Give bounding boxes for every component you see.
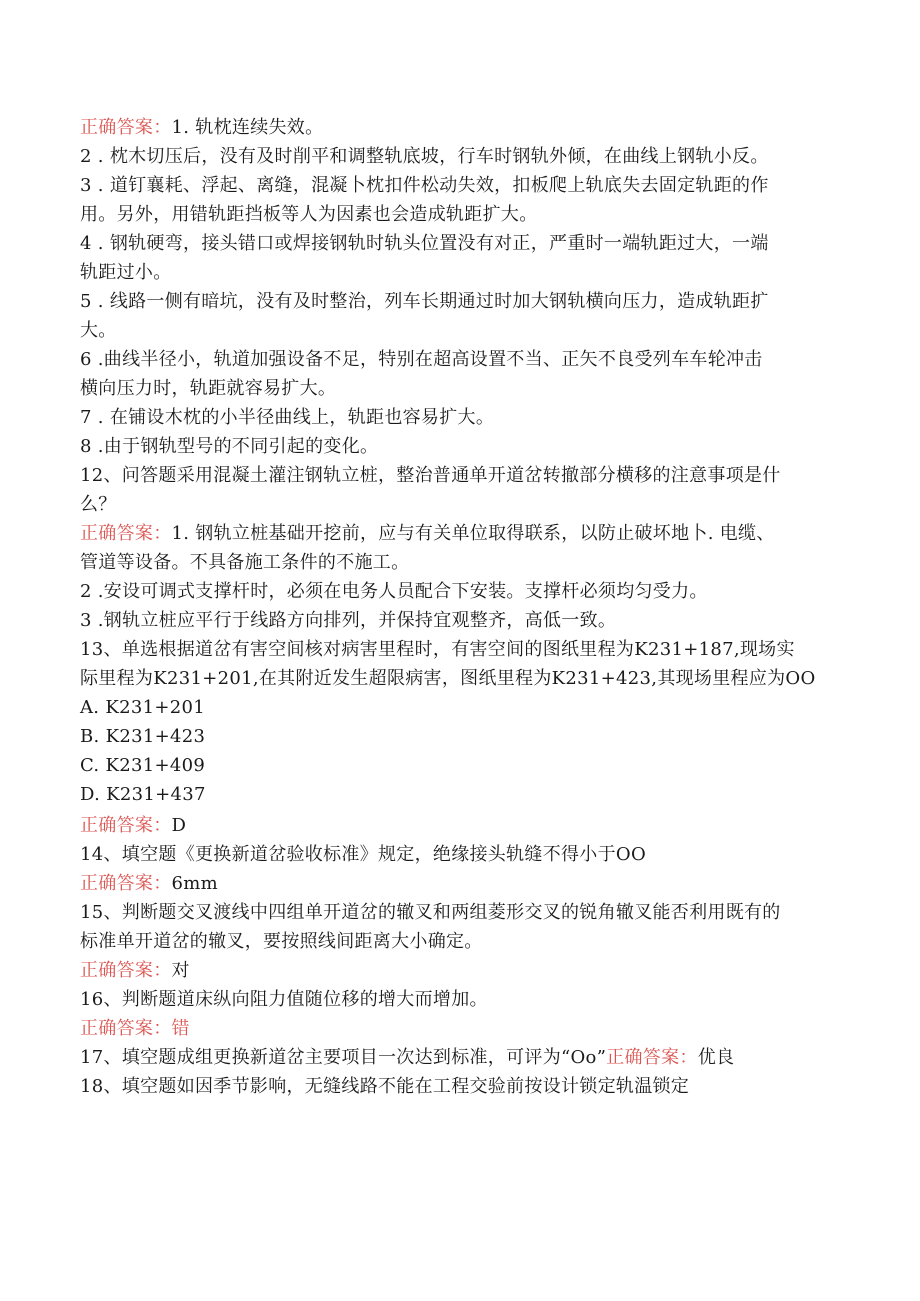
text-line: 2 . 枕木切压后，没有及时削平和调整轨底坡，行车时钢轨外倾，在曲线上钢轨小反。 — [80, 146, 769, 167]
answer-label: 正确答案： — [80, 523, 172, 544]
answer-12 — [80, 519, 840, 548]
question-14: 14、填空题《更换新道岔验收标准》规定，绝缘接头轨缝不得小于OO — [80, 844, 647, 865]
answer-13 — [80, 811, 840, 840]
text-line: 7 . 在铺设木枕的小半径曲线上，轨距也容易扩大。 — [80, 407, 495, 428]
option-d: D. K231+437 — [80, 784, 206, 805]
text-line: 4 . 钢轨硬弯，接头错口或焊接钢轨时轨头位置没有对正，严重时一端轨距过大，一端 — [80, 233, 769, 254]
question-15: 15、判断题交叉渡线中四组单开道岔的辙叉和两组菱形交叉的锐角辙叉能否利用既有的 — [80, 902, 781, 923]
question-15-cont: 标准单开道岔的辙叉，要按照线间距离大小确定。 — [80, 931, 483, 952]
question-text: 17、填空题成组更换新道岔主要项目一次达到标准，可评为“Oo” — [80, 1047, 607, 1068]
answer-label: 正确答案： — [80, 873, 172, 894]
answer-value: 优良 — [697, 1047, 735, 1068]
option-a: A. K231+201 — [80, 697, 205, 718]
answer-label: 正确答案： — [80, 117, 172, 138]
question-13-cont: 际里程为K231+201,在其附近发生超限病害，图纸里程为K231+423,其现场里程应为OO — [80, 668, 816, 689]
answer-value: 错 — [171, 1018, 190, 1039]
answer-value: D — [171, 815, 187, 836]
answer-value: 6mm — [171, 873, 218, 894]
text-line: 3 .钢轨立桩应平行于线路方向排列，并保持宜观整齐，高低一致。 — [80, 610, 617, 631]
answer-16 — [80, 1014, 840, 1043]
question-12-cont: 么？ — [80, 494, 117, 515]
text-line: 8 .由于钢轨型号的不同引起的变化。 — [80, 436, 379, 457]
answer-label: 正确答案： — [606, 1047, 698, 1068]
answer-14 — [80, 869, 840, 898]
question-18: 18、填空题如因季节影响，无缝线路不能在工程交验前按设计锁定轨温锁定 — [80, 1076, 690, 1097]
text-line: 横向压力时，轨距就容易扩大。 — [80, 378, 337, 399]
question-17 — [80, 1043, 840, 1072]
answer-15 — [80, 956, 840, 985]
answer-label: 正确答案： — [80, 815, 172, 836]
answer-value: 对 — [171, 960, 190, 981]
question-13: 13、单选根据道岔有害空间核对病害里程时，有害空间的图纸里程为K231+187,现场实 — [80, 639, 795, 660]
text-line: 用。另外，用错轨距挡板等人为因素也会造成轨距扩大。 — [80, 204, 538, 225]
question-12: 12、问答题采用混凝土灌注钢轨立桩，整治普通单开道岔转撤部分横移的注意事项是什 — [80, 465, 781, 486]
text-line: 3 . 道钉襄耗、浮起、离缝，混凝卜枕扣件松动失效，扣板爬上轨底失去固定轨距的作 — [80, 175, 769, 196]
text-line: 6 .曲线半径小，轨道加强设备不足，特别在超高设置不当、正矢不良受列车车轮冲击 — [80, 349, 763, 370]
text-line: 大。 — [80, 320, 117, 341]
document-body — [80, 113, 840, 1101]
text-line: 轨距过小。 — [80, 262, 172, 283]
answer-label: 正确答案： — [80, 960, 172, 981]
answer-line-1 — [80, 113, 840, 142]
option-c: C. K231+409 — [80, 755, 206, 776]
answer-value: 1. 钢轨立桩基础开挖前，应与有关单位取得联系，以防止破坏地卜. 电缆、 — [171, 523, 775, 544]
text-line: 2 .安设可调式支撑杆时，必须在电务人员配合下安装。支撑杆必须均匀受力。 — [80, 581, 708, 602]
text-line: 5 . 线路一侧有暗坑，没有及时整治，列车长期通过时加大钢轨横向压力，造成轨距扩 — [80, 291, 769, 312]
question-16: 16、判断题道床纵向阻力值随位移的增大而增加。 — [80, 989, 488, 1010]
answer-value: 1. 轨枕连续失效。 — [171, 117, 324, 138]
answer-label: 正确答案： — [80, 1018, 172, 1039]
text-line: 管道等设备。不具备施工条件的不施工。 — [80, 552, 410, 573]
option-b: B. K231+423 — [80, 726, 206, 747]
